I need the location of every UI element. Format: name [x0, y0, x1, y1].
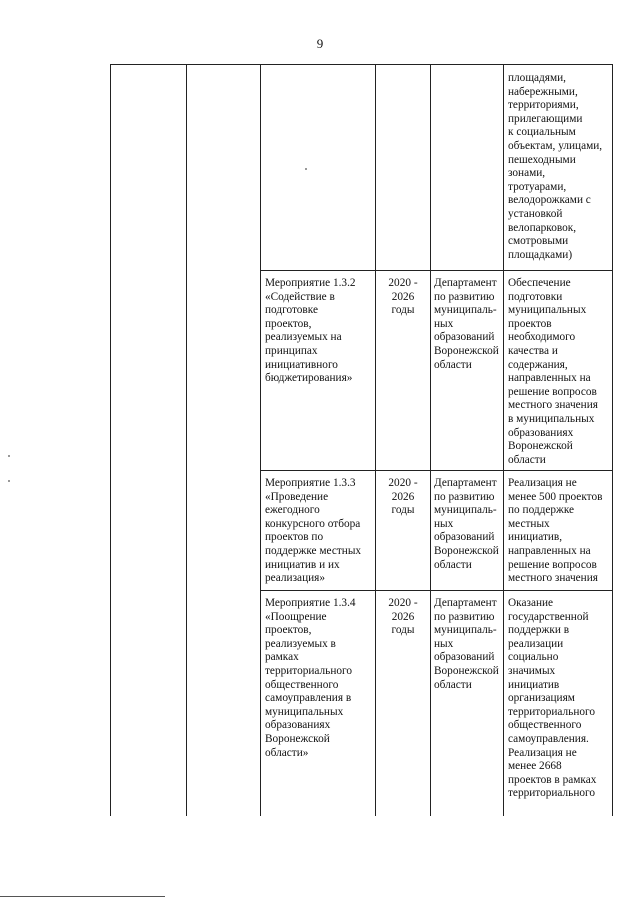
text-line: территориального [508, 705, 596, 718]
text-line: по развитию [434, 610, 495, 623]
text-line: конкурсного отбора [265, 517, 361, 530]
footnote-rule [0, 896, 165, 897]
text-line: Воронежской [434, 544, 499, 557]
text-line: местного значения [508, 399, 598, 412]
text-line: рамках [265, 651, 299, 664]
text-line: местных [508, 517, 550, 530]
text-line: 2020 - [388, 597, 418, 609]
text-line: реализуемых в [265, 637, 336, 650]
text-line: решение вопросов [508, 385, 597, 398]
text-line: годы [391, 624, 415, 637]
executor-cell [434, 277, 502, 372]
text-line: реализуемых на [265, 331, 342, 344]
column-divider [186, 64, 187, 816]
text-line: самоуправления. [508, 732, 589, 745]
text-line: по развитию [434, 290, 495, 303]
text-line: местного значения [508, 572, 598, 585]
text-line: муниципальных [508, 304, 587, 317]
row-divider [260, 590, 613, 591]
text-line: Департамент [434, 277, 497, 289]
executor-cell [434, 477, 502, 572]
text-line: проектов, [265, 624, 312, 637]
activity-cell [265, 477, 373, 586]
text-line: объектам, улицами, [508, 139, 603, 152]
text-line: 2020 - [388, 277, 418, 289]
text-line: государственной [508, 610, 589, 623]
text-line: территориального [265, 664, 353, 677]
text-line: области [434, 558, 472, 571]
text-line: 2026 [391, 490, 415, 503]
text-line: прилегающими [508, 112, 583, 125]
text-line: Мероприятие 1.3.4 [265, 597, 356, 609]
text-line: «Проведение [265, 490, 329, 503]
table-border-right [612, 64, 613, 816]
continuation-result-cell [508, 72, 610, 262]
text-line: образованиях [508, 426, 574, 439]
text-line: области [434, 358, 472, 371]
text-line: 2026 [391, 610, 415, 623]
text-line: велопарковок, [508, 221, 577, 234]
text-line: реализация» [265, 572, 326, 585]
text-line: Департамент [434, 597, 497, 609]
text-line: 2020 - [388, 477, 418, 489]
text-line: общественного [508, 719, 582, 732]
period-cell [376, 277, 430, 318]
text-line: значимых [508, 664, 556, 677]
text-line: в муниципальных [508, 412, 595, 425]
text-line: к социальным [508, 126, 576, 139]
text-line: инициатив, [508, 531, 563, 544]
table-border-left [110, 64, 111, 816]
text-line: образований [434, 531, 495, 544]
text-line: менее 2668 [508, 760, 562, 773]
text-line: подготовки [508, 290, 563, 303]
text-line: по развитию [434, 490, 495, 503]
text-line: инициатив [508, 678, 560, 691]
text-line: области [434, 678, 472, 691]
period-cell [376, 477, 430, 518]
text-line: проектов [508, 317, 552, 330]
text-line: организациям [508, 692, 575, 705]
row-divider [260, 470, 613, 471]
column-divider [260, 64, 261, 816]
text-line: проектов по [265, 531, 324, 544]
text-line: Обеспечение [508, 277, 571, 289]
executor-cell [434, 597, 502, 692]
text-line: Департамент [434, 477, 497, 489]
text-line: установкой [508, 207, 563, 220]
text-line: смотровыми [508, 235, 569, 248]
result-cell [508, 477, 610, 586]
text-line: образований [434, 331, 495, 344]
row-divider [260, 270, 613, 271]
text-line: поддержки в [508, 624, 570, 637]
activity-cell [265, 277, 373, 386]
column-divider [503, 64, 504, 816]
text-line: социально [508, 651, 559, 664]
text-line: образований [434, 651, 495, 664]
text-line: направленных на [508, 544, 591, 557]
text-line: территориального [508, 787, 596, 800]
text-line: менее 500 проектов [508, 490, 603, 503]
period-cell [376, 597, 430, 638]
text-line: велодорожками с [508, 194, 591, 207]
text-line: инициатив и их [265, 558, 340, 571]
text-line: «Содействие в [265, 290, 335, 303]
text-line: общественного [265, 678, 339, 691]
text-line: качества и [508, 344, 558, 357]
activity-cell [265, 597, 373, 760]
text-line: Оказание [508, 597, 554, 609]
text-line: муниципаль- [434, 624, 497, 637]
text-line: площадками) [508, 248, 573, 261]
text-line: зонами, [508, 167, 546, 180]
text-line: Воронежской [434, 344, 499, 357]
text-line: ных [434, 317, 454, 330]
text-line: области» [265, 746, 309, 759]
text-line: «Поощрение [265, 610, 327, 623]
text-line: тротуарами, [508, 180, 567, 193]
text-line: ежегодного [265, 504, 320, 517]
text-line: муниципаль- [434, 504, 497, 517]
scan-mark [305, 168, 307, 170]
text-line: по поддержке [508, 504, 575, 517]
page-number: 9 [316, 36, 324, 51]
text-line: образованиях [265, 719, 331, 732]
text-line: годы [391, 504, 415, 517]
table-border-top [110, 64, 613, 65]
text-line: Реализация не [508, 477, 577, 489]
text-line: площадями, [508, 72, 567, 84]
scan-mark [8, 480, 10, 482]
text-line: области [508, 453, 546, 466]
text-line: Воронежской [434, 664, 499, 677]
result-cell [508, 597, 610, 801]
text-line: Мероприятие 1.3.2 [265, 277, 356, 289]
text-line: реализации [508, 637, 564, 650]
text-line: проектов в рамках [508, 773, 597, 786]
text-line: подготовке [265, 304, 318, 317]
text-line: Реализация не [508, 746, 577, 759]
text-line: направленных на [508, 372, 591, 385]
text-line: годы [391, 304, 415, 317]
text-line: проектов, [265, 317, 312, 330]
text-line: необходимого [508, 331, 576, 344]
text-line: решение вопросов [508, 558, 597, 571]
text-line: набережными, [508, 85, 578, 98]
column-divider [430, 64, 431, 816]
scan-mark [8, 455, 10, 457]
column-divider [375, 64, 376, 816]
text-line: поддержке местных [265, 544, 362, 557]
text-line: содержания, [508, 358, 568, 371]
text-line: 2026 [391, 290, 415, 303]
text-line: инициативного [265, 358, 338, 371]
text-line: принципах [265, 344, 318, 357]
program-activities-table [110, 64, 613, 816]
text-line: самоуправления в [265, 692, 352, 705]
text-line: ных [434, 517, 454, 530]
result-cell [508, 277, 610, 467]
text-line: Воронежской [508, 440, 573, 453]
text-line: Мероприятие 1.3.3 [265, 477, 356, 489]
text-line: территориями, [508, 99, 579, 112]
text-line: бюджетирования» [265, 372, 353, 385]
text-line: пешеходными [508, 153, 576, 166]
text-line: муниципальных [265, 705, 344, 718]
text-line: ных [434, 637, 454, 650]
text-line: муниципаль- [434, 304, 497, 317]
text-line: Воронежской [265, 732, 330, 745]
